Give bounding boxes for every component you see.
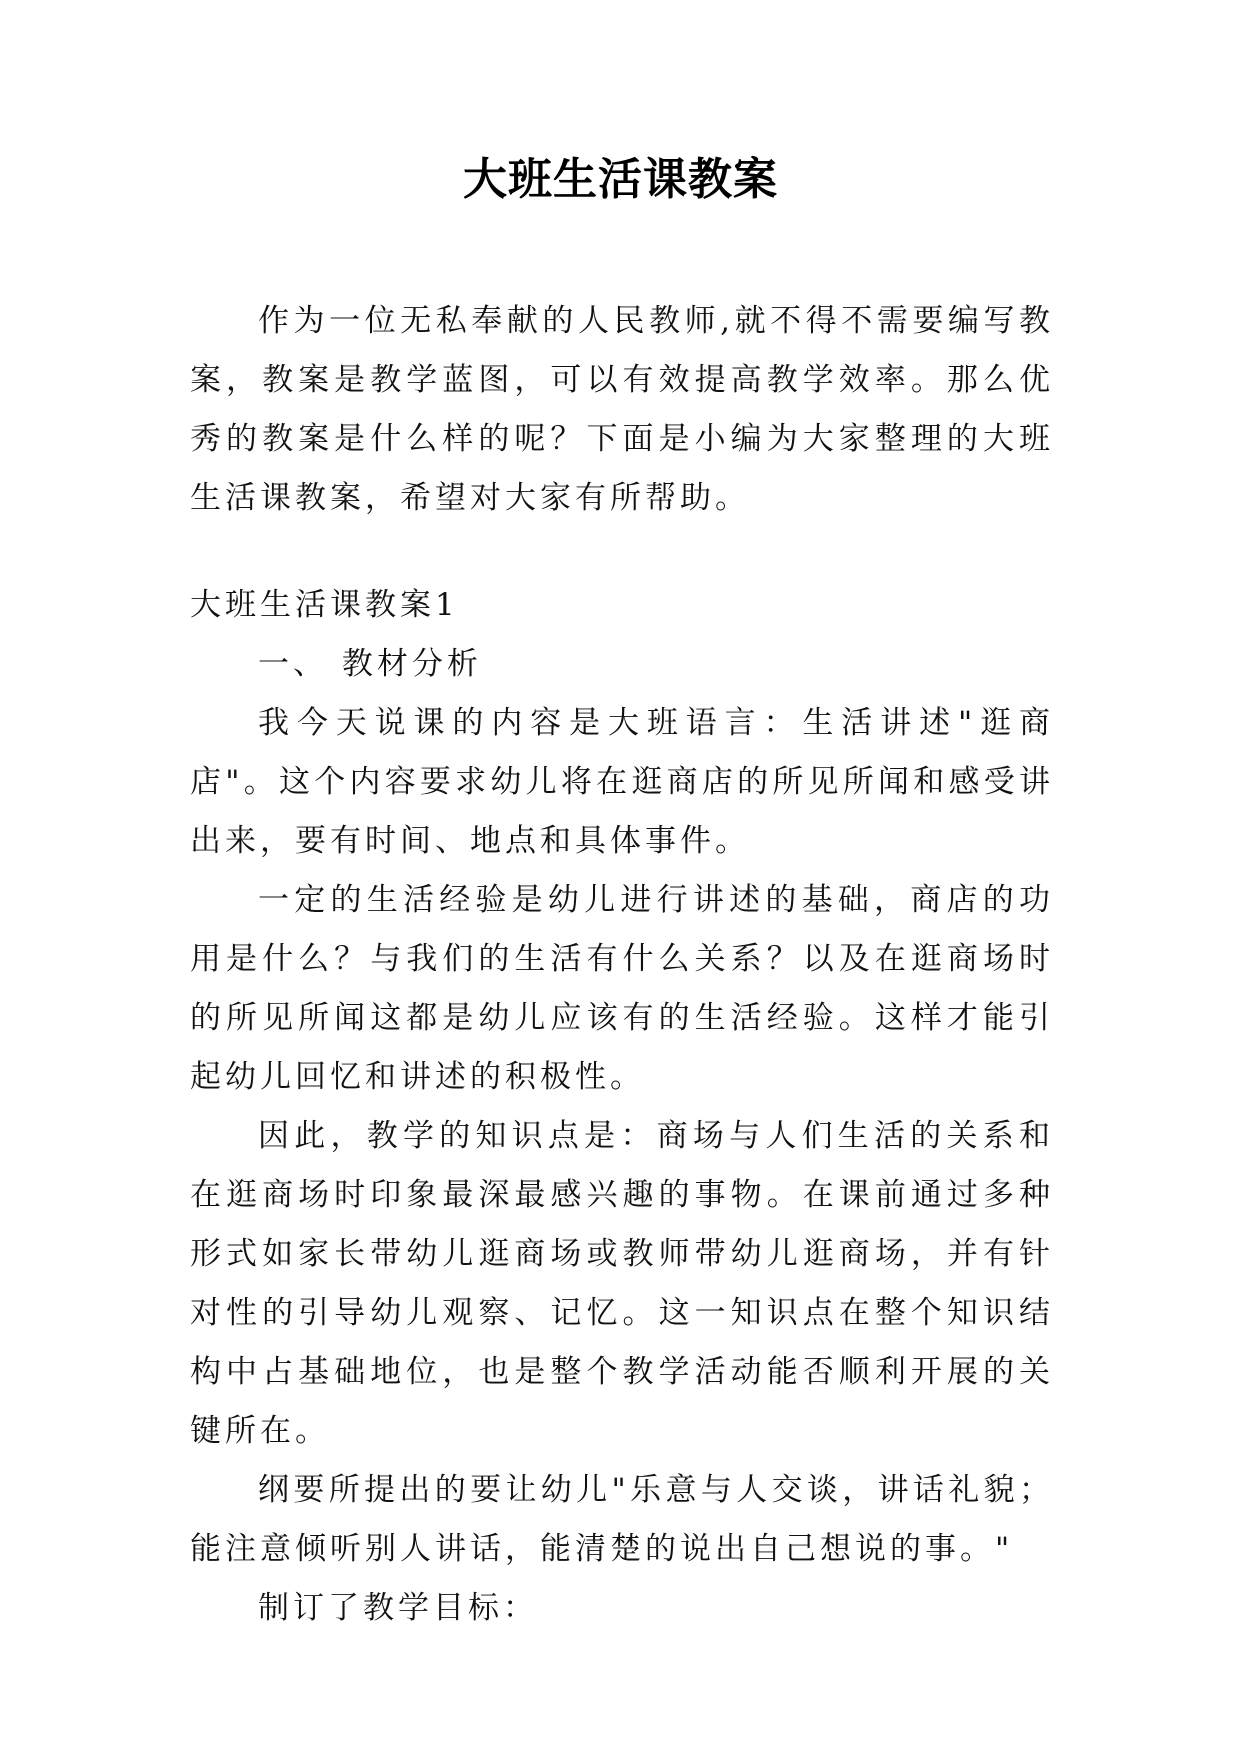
section-title: 大班生活课教案1: [190, 587, 459, 623]
section-block: [190, 576, 1054, 1638]
intro-block: [190, 292, 1054, 528]
subheading: 一、 教材分析: [258, 646, 482, 682]
body-paragraph: 因此，教学的知识点是：商场与人们生活的关系和在逛商场时印象最深最感兴趣的事物。在课前通过多种形式如家长带幼儿逛商场或教师带幼儿逛商场，并有针对性的引导幼儿观察、记忆。这一知识点在整个知识结构中占基础地位，也是整个教学活动能否顺利开展的关键所在。: [190, 1118, 1054, 1449]
body-paragraph: 我今天说课的内容是大班语言：生活讲述"逛商店"。这个内容要求幼儿将在逛商店的所见所闻和感受讲出来，要有时间、地点和具体事件。: [190, 705, 1054, 859]
body-paragraph: 制订了教学目标：: [258, 1590, 538, 1626]
body-paragraph: 一定的生活经验是幼儿进行讲述的基础，商店的功用是什么？与我们的生活有什么关系？以及在逛商场时的所见所闻这都是幼儿应该有的生活经验。这样才能引起幼儿回忆和讲述的积极性。: [190, 882, 1054, 1095]
body-paragraph: 纲要所提出的要让幼儿"乐意与人交谈，讲话礼貌；能注意倾听别人讲话，能清楚的说出自己想说的事。": [190, 1472, 1054, 1567]
intro-paragraph: 作为一位无私奉献的人民教师,就不得不需要编写教案，教案是教学蓝图，可以有效提高教学效率。那么优秀的教案是什么样的呢？下面是小编为大家整理的大班生活课教案，希望对大家有所帮助。: [190, 303, 1054, 516]
document-title: 大班生活课教案: [463, 154, 778, 205]
